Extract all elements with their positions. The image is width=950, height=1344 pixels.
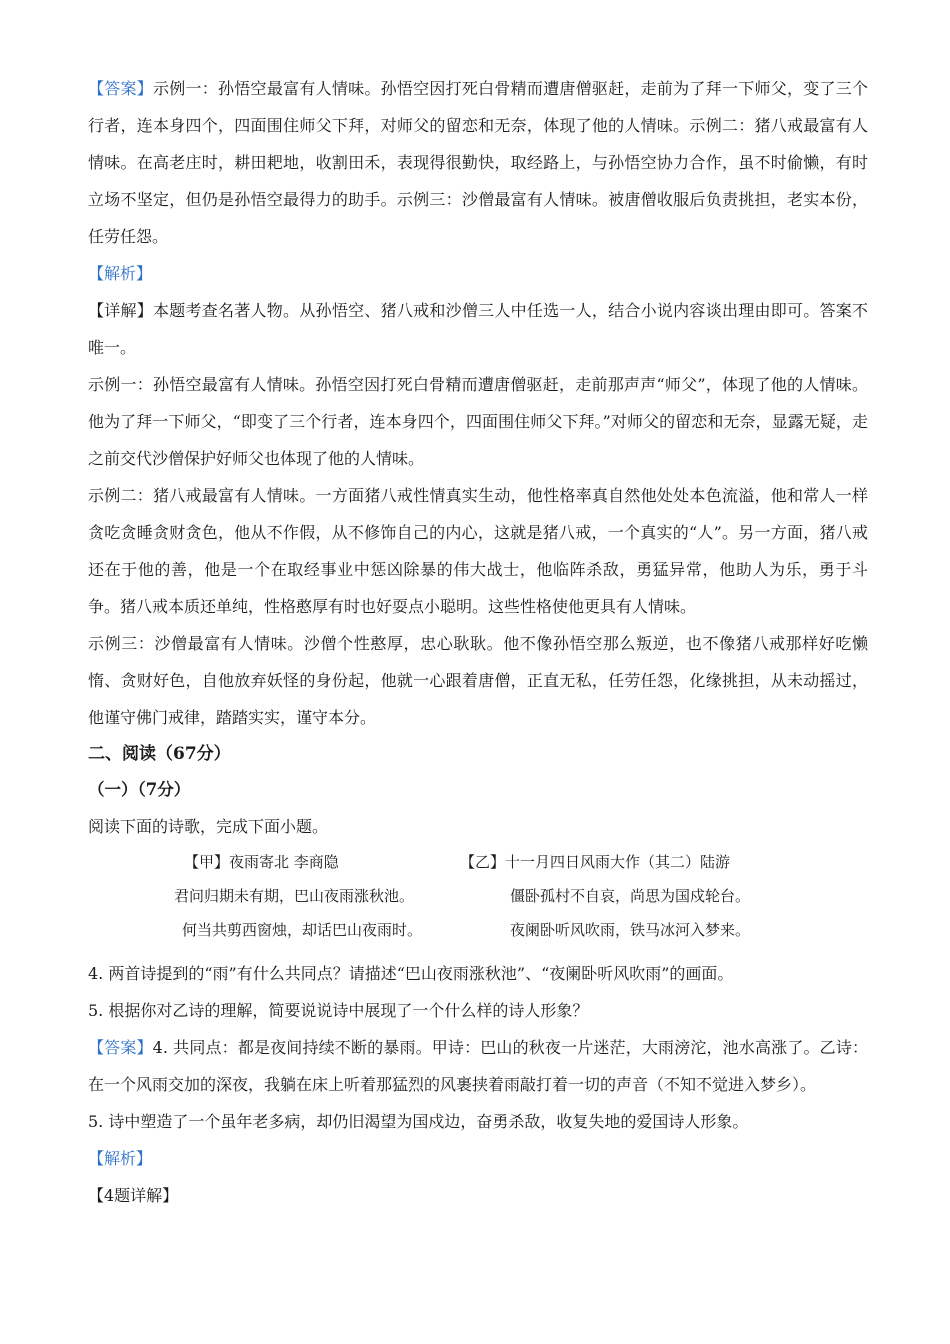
poem-b-line-1: 僵卧孤村不自哀，尚思为国戍轮台。 xyxy=(510,887,751,905)
q3-example-2: 示例二：猪八戒最富有人情味。一方面猪八戒性情真实生动，他性格率真自然他处处本色流溢，他和常人一样贪吃贪睡贪财贪色，他从不作假，从不修饰自己的内心，这就是猪八戒，一个真实的“人”。另一方面，猪八戒还在于他的善，他是一个在取经事业中惩凶除暴的伟大战士，他临阵杀敌，勇猛异常，他助人为乐，勇于斗争。猪八戒本质还单纯，性格憨厚有时也好耍点小聪明。这些性格使他更具有人情味。 xyxy=(88,486,868,616)
analysis-tag-2: 【解析】 xyxy=(88,1149,153,1168)
detail-4: 【4题详解】 xyxy=(88,1186,179,1205)
q3-example-1: 示例一：孙悟空最富有人情味。孙悟空因打死白骨精而遭唐僧驱赶，走前那声声“师父”，体现了他的人情味。他为了拜一下师父，“即变了三个行者，连本身四个，四面围住师父下拜。”对师父的留恋和无奈，显露无疑，走之前交代沙僧保护好师父也体现了他的人情味。 xyxy=(88,375,868,468)
answer-4 xyxy=(88,1029,868,1103)
answer-text: 示例一：孙悟空最富有人情味。孙悟空因打死白骨精而遭唐僧驱赶，走前为了拜一下师父，变了三个行者，连本身四个，四面围住师父下拜，对师父的留恋和无奈，体现了他的人情味。示例二：猪八戒最富有人情味。在高老庄时，耕田耙地，收割田禾，表现得很勤快，取经路上，与孙悟空协力合作，虽不时偷懒，有时立场不坚定，但仍是孙悟空最得力的助手。示例三：沙僧最富有人情味。被唐僧收服后负责挑担，老实本份，任劳任怨。 xyxy=(88,79,868,246)
poems-block xyxy=(88,845,868,955)
answer-tag-2: 【答案】 xyxy=(88,1038,153,1057)
q3-analysis xyxy=(88,255,868,292)
poem-a-line-2: 何当共剪西窗烛，却话巴山夜雨时。 xyxy=(182,921,423,939)
answer-tag: 【答案】 xyxy=(88,79,154,98)
question-4: 4. 两首诗提到的“雨”有什么共同点？请描述“巴山夜雨涨秋池”、“夜阑卧听风吹雨”的画面。 xyxy=(88,964,734,983)
question-5: 5. 根据你对乙诗的理解，简要说说诗中展现了一个什么样的诗人形象？ xyxy=(88,1001,589,1020)
section-heading: 二、阅读（67分） xyxy=(88,744,231,764)
subsection-heading: （一）（7分） xyxy=(88,780,191,799)
q3-example-3: 示例三：沙僧最富有人情味。沙僧个性憨厚，忠心耿耿。他不像孙悟空那么叛逆，也不像猪八戒那样好吃懒惰、贪财好色，自他放弃妖怪的身份起，他就一心跟着唐僧，正直无私，任劳任怨，化缘挑担，从未动摇过，他谨守佛门戒律，踏踏实实，谨守本分。 xyxy=(88,634,868,727)
poem-b-line-2: 夜阑卧听风吹雨，铁马冰河入梦来。 xyxy=(510,921,751,939)
answer-5: 5. 诗中塑造了一个虽年老多病，却仍旧渴望为国戍边，奋勇杀敌，收复失地的爱国诗人形象。 xyxy=(88,1112,749,1131)
analysis-tag: 【解析】 xyxy=(88,264,153,283)
analysis-2 xyxy=(88,1140,868,1177)
reading-instruction: 阅读下面的诗歌，完成下面小题。 xyxy=(88,817,329,836)
poem-b-title: 【乙】十一月四日风雨大作（其二）陆游 xyxy=(460,853,731,871)
poem-a xyxy=(174,845,423,947)
answer-4-text: 4. 共同点：都是夜间持续不断的暴雨。甲诗：巴山的秋夜一片迷茫，大雨滂沱，池水高涨了。乙诗：在一个风雨交加的深夜，我躺在床上听着那猛烈的风裹挟着雨敲打着一切的声音（不知不觉进入梦乡）。 xyxy=(88,1038,868,1094)
poem-a-line-1: 君问归期未有期，巴山夜雨涨秋池。 xyxy=(174,887,415,905)
q3-answer xyxy=(88,70,868,255)
poem-a-title: 【甲】夜雨寄北 李商隐 xyxy=(184,853,339,871)
document-page xyxy=(88,70,868,1214)
poem-b xyxy=(460,845,750,947)
q3-detail: 【详解】本题考查名著人物。从孙悟空、猪八戒和沙僧三人中任选一人，结合小说内容谈出理由即可。答案不唯一。 xyxy=(88,301,868,357)
